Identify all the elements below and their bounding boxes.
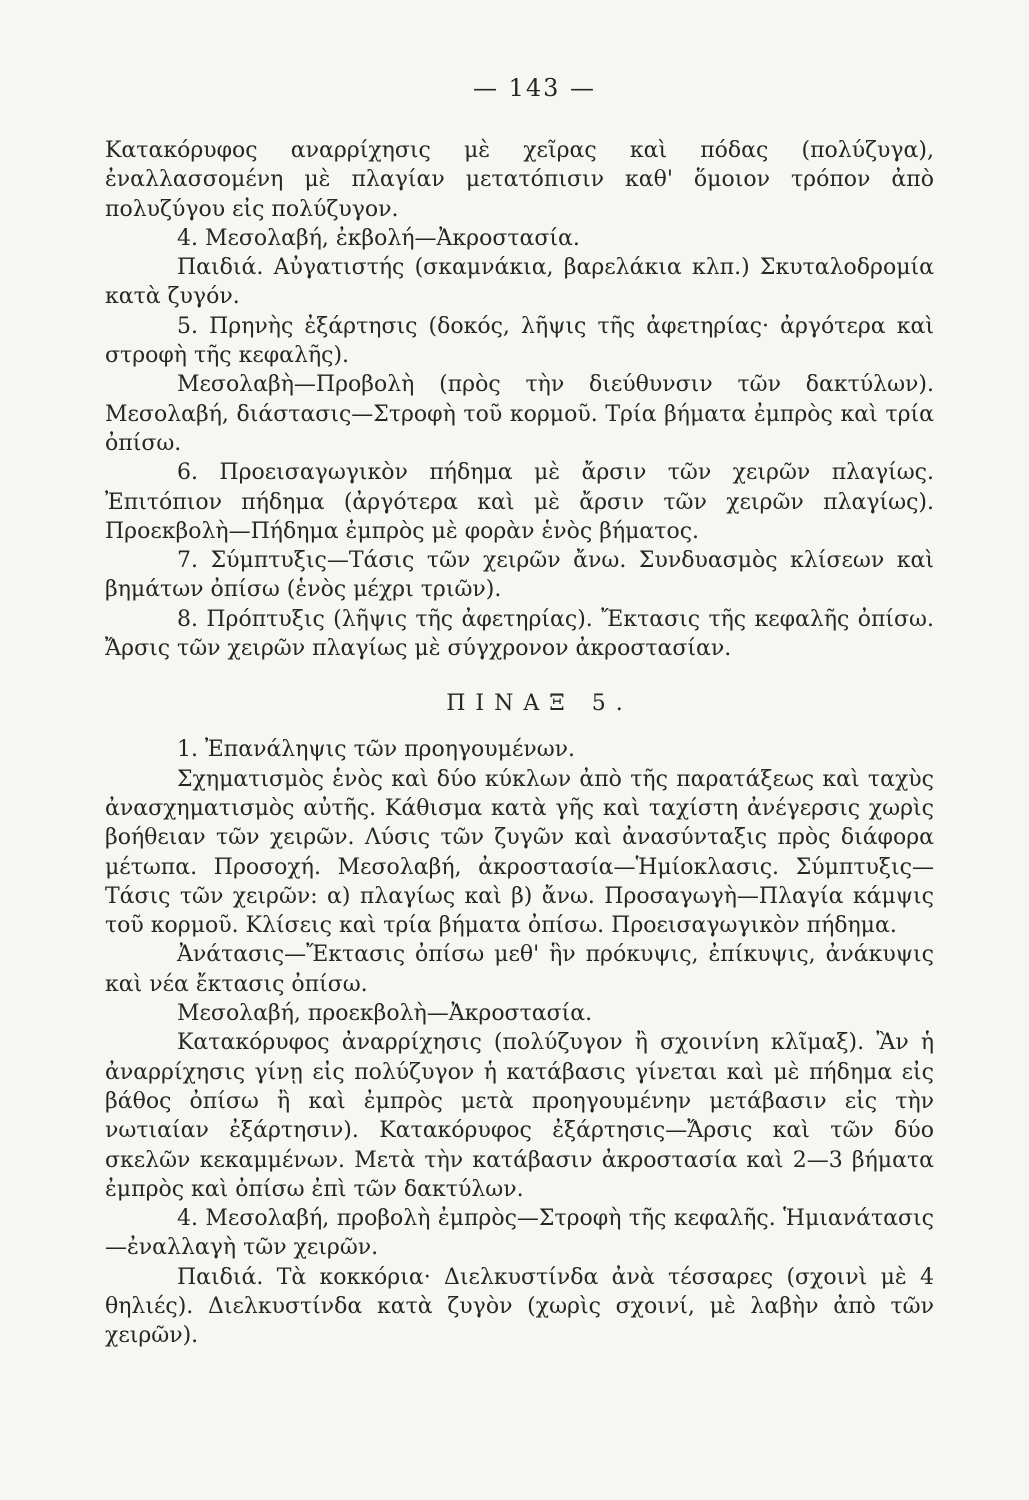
paragraph: Ἀνάτασις—Ἔκτασις ὀπίσω μεθ' ἣν πρόκυψις, ἐπίκυψις, ἀνάκυψις καὶ νέα ἔκτασις ὀπίσω.	[105, 942, 934, 997]
paragraph: Κατακόρυφος ἀναρρίχησις (πολύζυγον ἢ σχοινίνη κλῖμαξ). Ἂν ἡ ἀναρρίχησις γίνῃ εἰς πολύζυγον ἡ κατάβασις γίνεται καὶ μὲ πήδημα εἰς βάθος ὀπίσω ἢ καὶ ἐμπρὸς μετὰ προηγουμένην μετάβασιν εἰς τὴν νωτιαίαν ἐξάρτησιν). Κατακόρυφος ἐξάρτησις—Ἄρσις καὶ τῶν δύο σκελῶν κεκαμμένων. Μετὰ τὴν κατάβασιν ἀκροστασία καὶ 2—3 βήματα ἐμπρὸς καὶ ὀπίσω ἐπὶ τῶν δακτύλων.	[105, 1030, 934, 1202]
section-title: ΠΙΝΑΞ 5.	[446, 691, 633, 717]
paragraph: 4. Μεσολαβή, ἐκβολή—Ἀκροστασία.	[177, 225, 580, 251]
paragraph: 7. Σύμπτυξις—Τάσις τῶν χειρῶν ἄνω. Συνδυασμὸς κλίσεων καὶ βημάτων ὀπίσω (ἑνὸς μέχρι τριῶν).	[105, 548, 934, 603]
page-number: — 143 —	[472, 74, 597, 102]
paragraph: 5. Πρηνὴς ἐξάρτησις (δοκός, λῆψις τῆς ἀφετηρίας· ἀργότερα καὶ στροφὴ τῆς κεφαλῆς).	[105, 313, 934, 369]
paragraph: Κατακόρυφος αναρρίχησις μὲ χεῖρας καὶ πόδας (πολύζυγα), ἐναλλασσομένη μὲ πλαγίαν μετατόπισιν καθ' ὅμοιον τρόπον ἀπὸ πολυζύγου εἰς πολύζυγον.	[105, 138, 934, 222]
paragraph: 1. Ἐπανάληψις τῶν προηγουμένων.	[177, 737, 576, 763]
text-block-lower	[105, 735, 934, 1350]
text-block-upper	[105, 136, 934, 663]
paragraph: Μεσολαβὴ—Προβολὴ (πρὸς τὴν διεύθυνσιν τῶν δακτύλων). Μεσολαβή, διάστασις—Στροφὴ τοῦ κορμοῦ. Τρία βήματα ἐμπρὸς καὶ τρία ὀπίσω.	[105, 372, 934, 456]
paragraph: Σχηματισμὸς ἑνὸς καὶ δύο κύκλων ἀπὸ τῆς παρατάξεως καὶ ταχὺς ἀνασχηματισμὸς αὐτῆς. Κάθισμα κατὰ γῆς καὶ ταχίστη ἀνέγερσις χωρὶς βοήθειαν τῶν χειρῶν. Λύσις τῶν ζυγῶν καὶ ἀνασύνταξις πρὸς διάφορα μέτωπα. Προσοχή. Μεσολαβή, ἀκροστασία—Ἡμίοκλασις. Σύμπτυξις—Τάσις τῶν χειρῶν: α) πλαγίως καὶ β) ἄνω. Προσαγωγὴ—Πλαγία κάμψις τοῦ κορμοῦ. Κλίσεις καὶ τρία βήματα ὀπίσω. Προεισαγωγικὸν πήδημα.	[105, 766, 934, 939]
paragraph: Παιδιά. Τὰ κοκκόρια· Διελκυστίνδα ἀνὰ τέσσαρες (σχοινὶ μὲ 4 θηλιές). Διελκυστίνδα κατὰ ζυγὸν (χωρὶς σχοινί, μὲ λαβὴν ἀπὸ τῶν χειρῶν).	[105, 1264, 934, 1349]
paragraph: 6. Προεισαγωγικὸν πήδημα μὲ ἄρσιν τῶν χειρῶν πλαγίως. Ἐπιτόπιον πήδημα (ἀργότερα καὶ μὲ ἄρσιν τῶν χειρῶν πλαγίως). Προεκβολὴ—Πήδημα ἐμπρὸς μὲ φορὰν ἑνὸς βήματος.	[105, 460, 934, 544]
paragraph: 4. Μεσολαβή, προβολὴ ἐμπρὸς—Στροφὴ τῆς κεφαλῆς. Ἡμιανάτασις—ἐναλλαγὴ τῶν χειρῶν.	[105, 1206, 934, 1261]
paragraph: 8. Πρόπτυξις (λῆψις τῆς ἀφετηρίας). Ἔκτασις τῆς κεφαλῆς ὀπίσω. Ἄρσις τῶν χειρῶν πλαγίως μὲ σύγχρονον ἀκροστασίαν.	[105, 606, 934, 662]
paragraph: Παιδιά. Αὐγατιστής (σκαμνάκια, βαρελάκια κλπ.) Σκυταλοδρομία κατὰ ζυγόν.	[105, 255, 934, 310]
paragraph: Μεσολαβή, προεκβολὴ—Ἀκροστασία.	[177, 1001, 593, 1027]
